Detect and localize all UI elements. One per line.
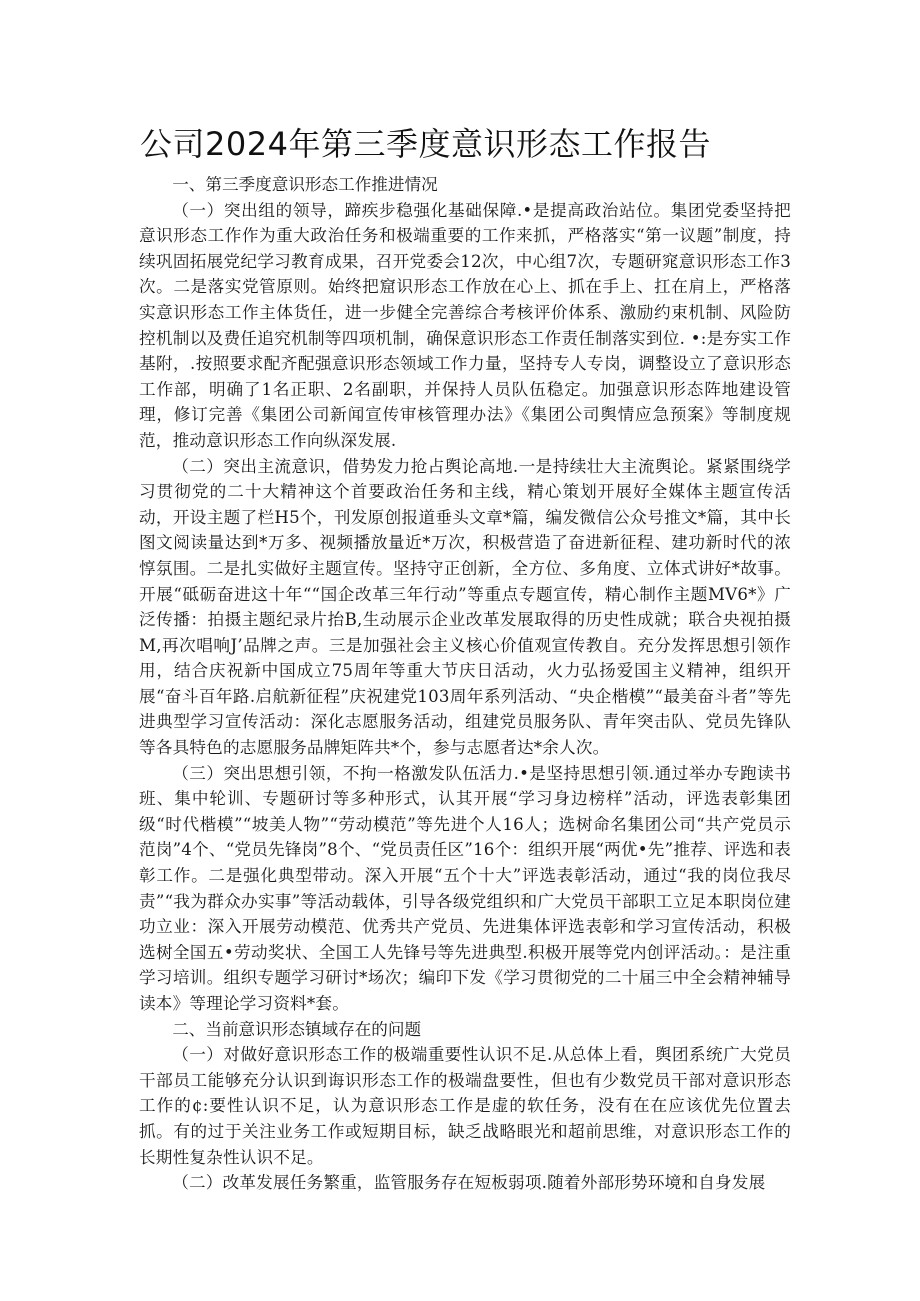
page-title: 公司2024年第三季度意识形态工作报告	[140, 125, 711, 163]
document-body	[139, 172, 791, 1196]
paragraph-2-1	[139, 1042, 791, 1170]
paragraph-lead: （一）突出组的领导，蹄疾步稳强化基础保障.	[172, 200, 523, 220]
paragraph-lead: （二）突出主流意识，借势发力抢占舆论高地.	[172, 456, 519, 476]
paragraph-lead: （一）对做好意识形态工作的极端重要性认识不足.	[172, 1045, 553, 1065]
paragraph-text: 一是持续壮大主流舆论。紧紧围绕学习贯彻党的二十大精神这个首要政治任务和主线，精心策划开展好全媒体主题宣传活动，开设主题了栏H5个，刊发原创报道垂头文章*篇，编发微信公众号推文*篇，其中长图文阅读量达到*万多、视频播放量近*万次，积极营造了奋进新征程、建功新时代的浓惇氛围。二是扎实做好主题宣传。坚持守正创新，全方位、多角度、立体式讲好*故事。开展“砥砺奋进这十年““国企改革三年行动”等重点专题宣传，精心制作主题MV6*》广泛传播：拍摄主题纪录片抬B,生动展示企业改革发展取得的历史性成就；联合央视拍摄M,再次唱响J’品牌之声。三是加强社会主义核心价值观宣传教自。充分发挥思想引领作用，结合庆祝新中国成立75周年等重大节庆日活动，火力弘扬爱国主义精神，组织开展“奋斗百年路.启航新征程”庆祝建党103周年系列活动、“央企楷模”“最美奋斗者”等先进典型学习宣传活动：深化志愿服务活动，组建党员服务队、青年突击队、党员先锋队等各具特色的志愿服务品牌矩阵共*个，参与志愿者达*余人次。	[139, 456, 791, 758]
paragraph-1-3	[139, 761, 791, 1017]
section-heading-2: 二、当前意识形态镇域存在的问题	[172, 1019, 422, 1039]
paragraph-lead: （二）改革发展任务繁重，监管服务存在短板弱项.	[172, 1173, 548, 1193]
paragraph-text: •是提高政治站位。集团党委坚持把意识形态工作作为重大政治任务和极端重要的工作来抓，严格落实“第一议题”制度，持续巩固拓展党纪学习教育成果，召开党委会12次，中心组7次，专题研窕意识形态工作3次。二是落实党管原则。始终把窟识形态工作放在心上、抓在手上、扛在肩上，严格落实意识形态工作主体货任，进一步健全完善综合考核评价体系、激励约束机制、风险防控机制以及费任追究机制等四项机制，确保意识形态工作责任制落实到位. •:是夯实工作基附，.按照要求配齐配强意识形态领域工作力量，坚持专人专岗，调整设立了意识形态工作部，明确了1名正职、2名副职，并保持人员队伍稳定。加强意识形态阵地建设管理，修订完善《集团公司新闻宣传审核管理办法》《集团公司舆情应急预案》等制度规范，推动意识形态工作向纵深发展.	[139, 200, 791, 450]
paragraph-lead: （三）突出思想引领，不拘一格激发队伍活力.	[172, 763, 520, 783]
paragraph-1-2	[139, 454, 791, 761]
paragraph-text: •是坚持思想引领.通过举办专跑读书班、集中轮训、专题研讨等多种形式，认其开展“学习身边榜样”活动，评选表彰集团级“时代楷模”“坡美人物”“劳动模范”等先进个人16人；选树命名集团公司“共产党员示范岗”4个、“党员先锋岗”8个、“党员责任区”16个：组织开展“两优•先”推荐、评选和表彰工作。二是强化典型带动。深入开展“五个十大”评选表彰活动，通过“我的岗位我尽责”“我为群众办实事”等活动载体，引导各级党组织和广大党员干部职工立足本职岗位建功立业：深入开展劳动模范、优秀共产党员、先进集体评选表彰和学习宣传活动，积极选树全国五•劳动奖状、全国工人先锋号等先进典型.积极开展等党内创评活动。：是注重学习培训。组织专题学习研讨*场次；编印下发《学习贯彻党的二十届三中全会精神辅导读本》等理论学习资料*套。	[139, 763, 791, 1013]
paragraph-text: 从总体上看，舆团系统广大党员干部员工能够充分认识到诲识形态工作的极端盘要性，但也有少数党员干部对意识形态工作的¢:要性认识不足，认为意识形态工作是虚的软任务，没有在在应该优先位置去抓。有的过于关注业务工作或短期目标，缺乏战略眼光和超前思维，对意识形态工作的长期性复杂性认识不足。	[139, 1045, 791, 1167]
paragraph-2-2	[139, 1170, 791, 1196]
paragraph-1-1	[139, 198, 791, 454]
section-heading-1: 一、第三季度意识形态工作推进情况	[172, 175, 438, 194]
paragraph-text: 随着外部形势环境和自身发展	[547, 1173, 766, 1193]
